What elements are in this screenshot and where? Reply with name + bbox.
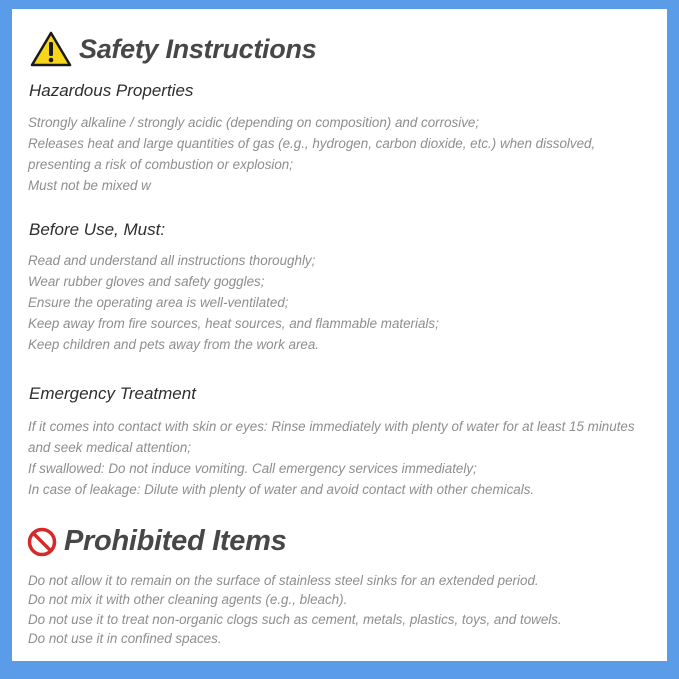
list-item: Ensure the operating area is well-ventilated; <box>28 295 289 310</box>
list-item: If swallowed: Do not induce vomiting. Call emergency services immediately; <box>28 461 477 476</box>
emergency-treatment-list <box>28 416 653 500</box>
prohibited-title: Prohibited Items <box>64 525 287 557</box>
list-item: Keep away from fire sources, heat sources, and flammable materials; <box>28 316 439 331</box>
prohibited-items-list <box>28 571 653 648</box>
list-item: Do not allow it to remain on the surface of stainless steel sinks for an extended period. <box>28 573 539 588</box>
hazardous-properties-list <box>28 112 653 196</box>
emergency-treatment-heading: Emergency Treatment <box>29 384 196 403</box>
warning-triangle-icon <box>30 31 72 67</box>
prohibited-icon <box>27 527 57 557</box>
page-title: Safety Instructions <box>79 33 317 64</box>
list-item: In case of leakage: Dilute with plenty of water and avoid contact with other chemicals. <box>28 482 535 497</box>
list-item: Do not mix it with other cleaning agents (e.g., bleach). <box>28 592 348 608</box>
before-use-list <box>28 250 653 355</box>
before-use-heading: Before Use, Must: <box>29 220 166 239</box>
list-item: Must not be mixed w <box>28 178 151 193</box>
list-item: Keep children and pets away from the work area. <box>28 337 320 352</box>
list-item: If it comes into contact with skin or eyes: Rinse immediately with plenty of water for at least 15 minutes and seek medical attention; <box>28 419 635 455</box>
safety-card <box>12 9 667 661</box>
list-item: Strongly alkaline / strongly acidic (depending on composition) and corrosive; <box>28 115 480 130</box>
list-item: Do not use it in confined spaces. <box>28 630 222 646</box>
hazardous-properties-heading: Hazardous Properties <box>29 81 194 100</box>
list-item: Releases heat and large quantities of gas (e.g., hydrogen, carbon dioxide, etc.) when dissolved, presenting a risk of combustion or explosion; <box>28 136 596 172</box>
list-item: Read and understand all instructions thoroughly; <box>28 253 316 268</box>
safety-title-row <box>30 31 316 67</box>
list-item: Wear rubber gloves and safety goggles; <box>28 274 265 289</box>
list-item: Do not use it to treat non-organic clogs such as cement, metals, plastics, toys, and towels. <box>28 611 562 627</box>
prohibited-title-row <box>27 525 286 558</box>
